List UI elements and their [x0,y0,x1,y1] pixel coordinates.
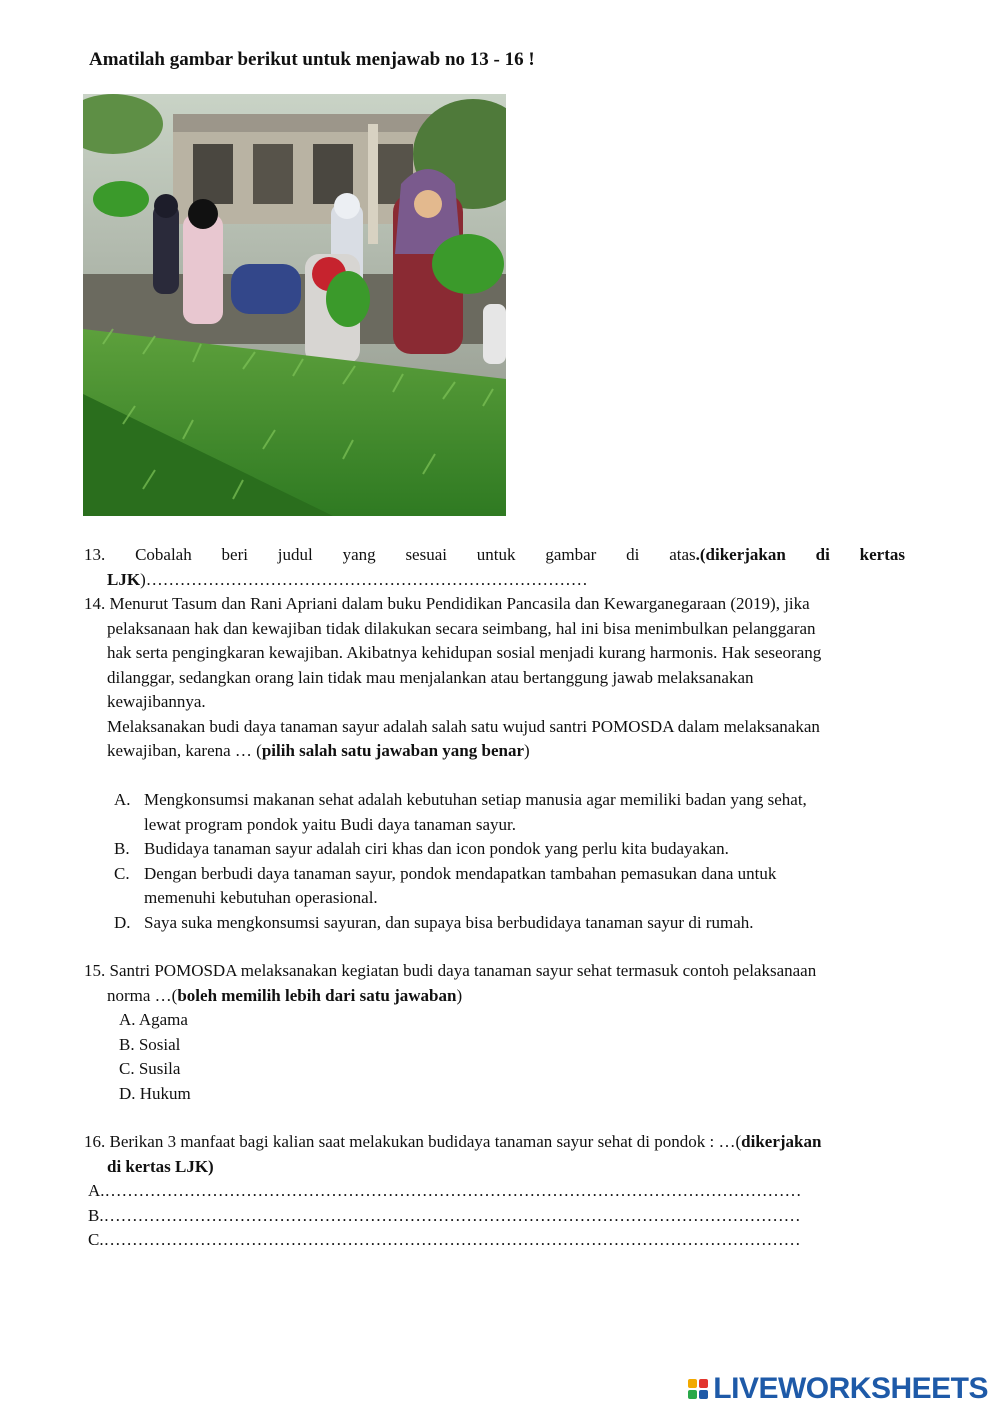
logo-text: LIVEWORKSHEETS [713,1372,988,1405]
answer-b-line[interactable]: B.…………………………………………………………………………………………………………… [88,1205,801,1225]
question-15-options [84,1008,905,1106]
question-15 [84,959,905,1106]
question-15-line2: norma …(boleh memilih lebih dari satu jawaban) [107,985,463,1005]
option-hukum[interactable]: D. Hukum [119,1083,191,1103]
question-14-options [84,788,905,935]
option-b[interactable]: B. Budidaya tanaman sayur adalah ciri khas dan icon pondok yang perlu kita budayakan. [114,839,729,858]
question-14-line7: kewajiban, karena … (pilih salah satu jawaban yang benar) [107,741,530,760]
question-14 [84,592,905,935]
question-14-line6: Melaksanakan budi daya tanaman sayur adalah salah satu wujud santri POMOSDA dalam melaksanakan [107,716,820,736]
option-c[interactable]: C. Dengan berbudi daya tanaman sayur, pondok mendapatkan tambahan pemasukan dana untuk memenuhi kebutuhan operasional. [114,863,777,907]
question-15-line1: 15. Santri POMOSDA melaksanakan kegiatan budi daya tanaman sayur sehat termasuk contoh pelaksanaan [84,961,817,980]
logo-square-1 [688,1379,697,1388]
question-16-line2: di kertas LJK) [107,1156,214,1176]
garden-photo [83,94,506,516]
option-sosial[interactable]: B. Sosial [119,1034,181,1054]
question-14-line4: dilanggar, sedangkan orang lain tidak mau menjalankan atau bertanggung jawab melaksanakan [107,667,754,687]
logo-square-3 [688,1390,697,1399]
question-14-line2: pelaksanaan hak dan kewajiban tidak dilakukan secara seimbang, hal ini bisa menimbulkan pelanggaran [107,618,816,638]
option-susila[interactable]: C. Susila [119,1059,181,1078]
question-14-line5: kewajibannya. [107,692,206,711]
garden-photo-icon [83,94,506,516]
liveworksheets-logo-icon [688,1379,708,1399]
question-13 [84,543,905,592]
option-a[interactable]: A. Mengkonsumsi makanan sehat adalah kebutuhan setiap manusia agar memiliki badan yang sehat, lewat program pondok yaitu Budi daya tanaman sayur. [114,790,807,834]
answer-a-line[interactable]: A.…………………………………………………………………………………………………………… [88,1181,802,1200]
worksheet-heading: Amatilah gambar berikut untuk menjawab no 13 - 16 ! [89,49,535,70]
question-16-line1: 16. Berikan 3 manfaat bagi kalian saat melakukan budidaya tanaman sayur sehat di pondok : …(dikerjakan [84,1132,822,1151]
option-agama[interactable]: A. Agama [119,1010,188,1029]
logo-square-4 [699,1390,708,1399]
liveworksheets-logo [688,1372,988,1406]
question-13-line1: 13. Cobalah beri judul yang sesuai untuk gambar di atas.(dikerjakan di kertas [84,545,905,564]
question-16 [84,1130,905,1253]
question-14-line1: 14. Menurut Tasum dan Rani Apriani dalam buku Pendidikan Pancasila dan Kewarganegaraan (2019), jika [84,594,810,613]
option-d[interactable]: D. Saya suka mengkonsumsi sayuran, dan supaya bisa berbudidaya tanaman sayur di rumah. [114,912,754,932]
answer-c-line[interactable]: C.…………………………………………………………………………………………………………… [88,1230,801,1249]
question-13-line2[interactable]: LJK)…………………………………………………………………… [107,569,588,589]
question-14-line3: hak serta pengingkaran kewajiban. Akibatnya kehidupan sosial menjadi kurang harmonis. Hak seseorang [107,643,822,662]
logo-square-2 [699,1379,708,1388]
